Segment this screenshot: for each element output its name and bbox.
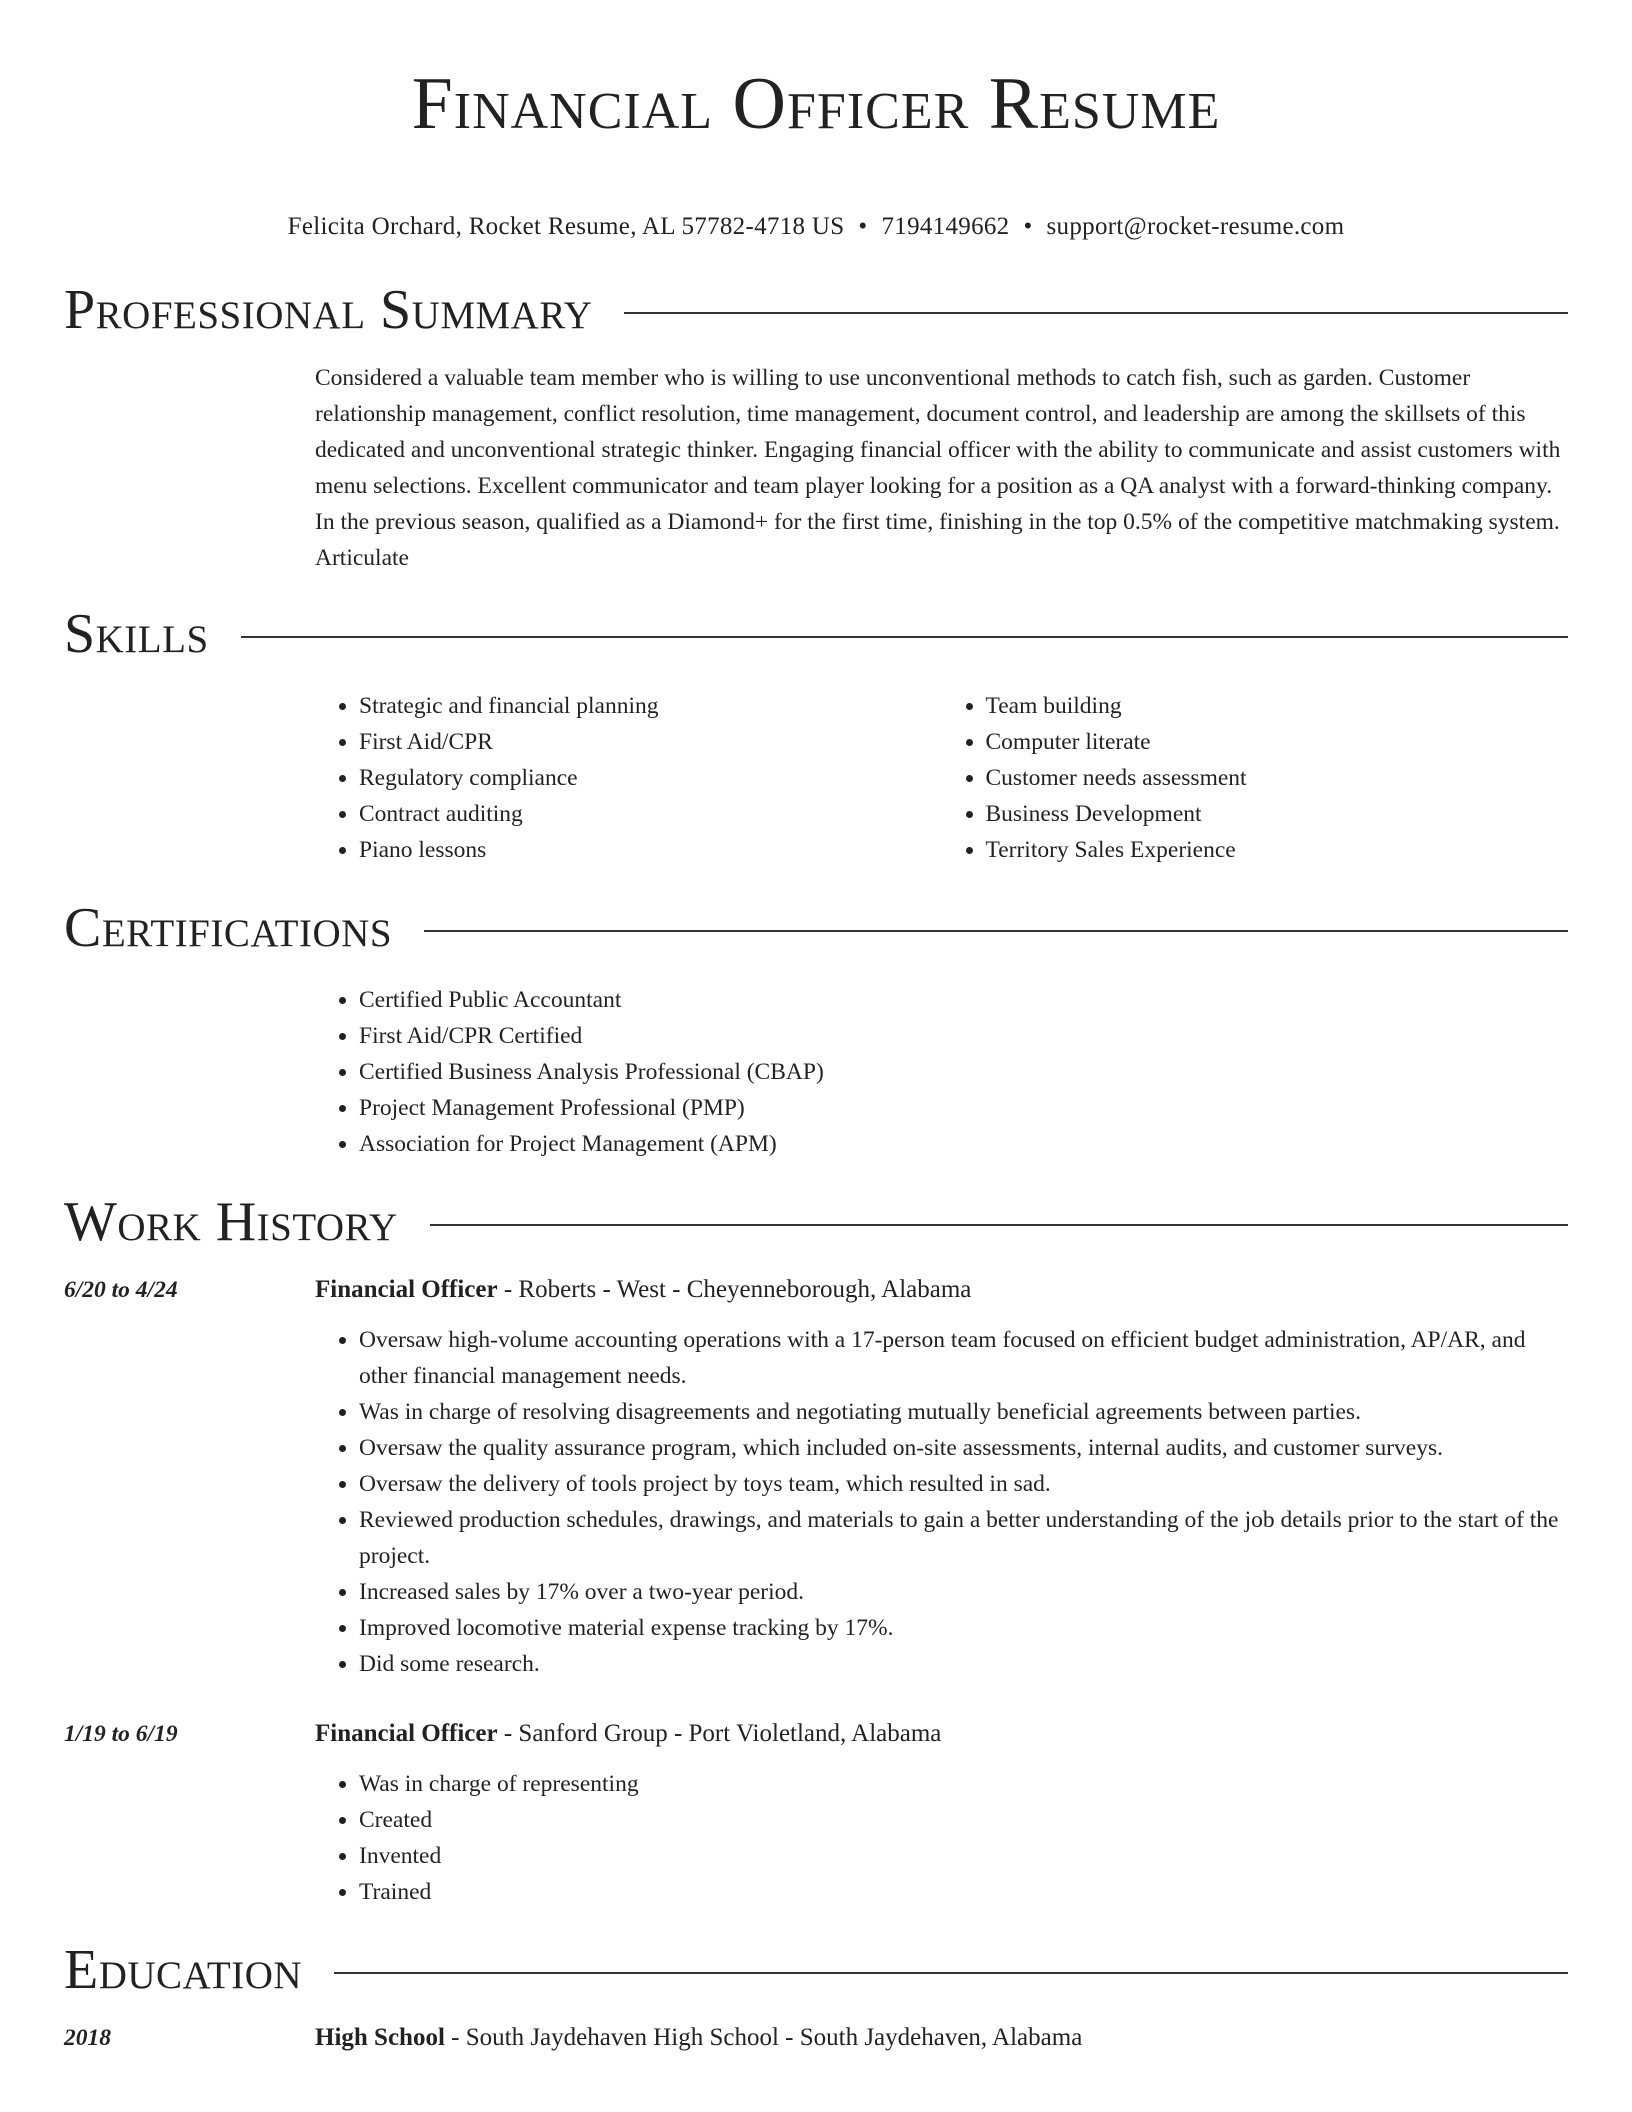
skill-item: • Customer needs assessment xyxy=(986,760,1569,796)
section-title-certifications: Certifications xyxy=(64,897,393,959)
certifications-section-header xyxy=(64,896,1568,960)
skill-item: • Piano lessons xyxy=(359,832,942,868)
summary-text: Considered a valuable team member who is willing to use unconventional methods to catch fish, such as garden. Customer relationship management, conflict resolution, time management, document control, and leadership are among the skillsets of this dedicated and unconventional strategic thinker. Engaging financial officer with the ability to communicate and assist customers with menu selections. Excellent communicator and team player looking for a position as a QA analyst with a forward-thinking company. In the previous season, qualified as a Diamond+ for the first time, finishing in the top 0.5% of the competitive matchmaking system. Articulate xyxy=(315,365,1561,571)
section-title-skills: Skills xyxy=(64,603,209,665)
job-bullets xyxy=(315,1766,1568,1910)
page-title: Financial Officer Resume xyxy=(411,63,1221,145)
education-body xyxy=(315,2020,1568,2056)
education-degree: High School xyxy=(315,2024,445,2051)
section-divider xyxy=(430,1224,1568,1226)
education-section-header xyxy=(64,1938,1568,2002)
summary-section-header xyxy=(64,278,1568,342)
certification-item: • Certified Public Accountant xyxy=(359,982,1568,1018)
skills-column-left xyxy=(315,688,942,868)
skill-item: • Business Development xyxy=(986,796,1569,832)
phone: 7194149662 xyxy=(881,213,1010,240)
job-bullet: • Improved locomotive material expense tracking by 17%. xyxy=(359,1610,1568,1646)
resume-page xyxy=(64,0,1568,2056)
job-bullet: • Trained xyxy=(359,1874,1568,1910)
skill-item: • Team building xyxy=(986,688,1569,724)
certification-item: • Certified Business Analysis Professional (CBAP) xyxy=(359,1054,1568,1090)
job-bullet: • Was in charge of resolving disagreements and negotiating mutually beneficial agreements between parties. xyxy=(359,1394,1568,1430)
job-bullet: • Created xyxy=(359,1802,1568,1838)
education-title-line xyxy=(315,2020,1568,2056)
certification-item: • Association for Project Management (APM) xyxy=(359,1126,1568,1162)
certification-item: • Project Management Professional (PMP) xyxy=(359,1090,1568,1126)
section-divider xyxy=(624,312,1568,314)
separator-dot: • xyxy=(1023,213,1033,240)
skill-item: • Strategic and financial planning xyxy=(359,688,942,724)
job-bullet: • Oversaw high-volume accounting operations with a 17-person team focused on efficient budget administration, AP/AR, and other financial management needs. xyxy=(359,1322,1568,1394)
section-title-work-history: Work History xyxy=(64,1191,398,1253)
job-date: 6/20 to 4/24 xyxy=(64,1277,178,1303)
education-entry xyxy=(64,2020,1568,2056)
contact-line xyxy=(64,212,1568,242)
section-title-summary: Professional Summary xyxy=(64,279,593,341)
job-bullets xyxy=(315,1322,1568,1682)
job-bullet: • Increased sales by 17% over a two-year period. xyxy=(359,1574,1568,1610)
job-title-line xyxy=(315,1272,1568,1308)
section-title-education: Education xyxy=(64,1939,303,2001)
education-school: - South Jaydehaven High School - South Jaydehaven, Alabama xyxy=(444,2024,1083,2051)
job-bullet: • Invented xyxy=(359,1838,1568,1874)
job-bullet: • Oversaw the quality assurance program, which included on-site assessments, internal audits, and customer surveys. xyxy=(359,1430,1568,1466)
skill-item: • Territory Sales Experience xyxy=(986,832,1569,868)
skills-section-header xyxy=(64,602,1568,666)
job-entry xyxy=(64,1716,1568,1910)
work-section-header xyxy=(64,1190,1568,1254)
separator-dot: • xyxy=(858,213,868,240)
section-divider xyxy=(424,930,1568,932)
skills-list xyxy=(315,688,1568,868)
job-company: - Sanford Group - Port Violetland, Alabama xyxy=(497,1720,942,1747)
education-date: 2018 xyxy=(64,2025,111,2051)
job-body xyxy=(315,1272,1568,1682)
job-bullet: • Did some research. xyxy=(359,1646,1568,1682)
certification-item: • First Aid/CPR Certified xyxy=(359,1018,1568,1054)
job-bullet: • Reviewed production schedules, drawings, and materials to gain a better understanding of the job details prior to the start of the project. xyxy=(359,1502,1568,1574)
job-company: - Roberts - West - Cheyenneborough, Alabama xyxy=(497,1276,972,1303)
job-title-line xyxy=(315,1716,1568,1752)
email: support@rocket-resume.com xyxy=(1046,213,1345,240)
skill-item: • Contract auditing xyxy=(359,796,942,832)
skill-item: • Regulatory compliance xyxy=(359,760,942,796)
address: Felicita Orchard, Rocket Resume, AL 57782-4718 US xyxy=(287,213,845,240)
section-divider xyxy=(334,1972,1568,1974)
skill-item: • Computer literate xyxy=(986,724,1569,760)
job-body xyxy=(315,1716,1568,1910)
skill-item: • First Aid/CPR xyxy=(359,724,942,760)
certifications-list xyxy=(315,982,1568,1162)
section-divider xyxy=(241,636,1568,638)
job-date: 1/19 to 6/19 xyxy=(64,1721,178,1747)
job-title: Financial Officer xyxy=(315,1720,498,1747)
job-bullet: • Was in charge of representing xyxy=(359,1766,1568,1802)
job-entry xyxy=(64,1272,1568,1682)
job-title: Financial Officer xyxy=(315,1276,498,1303)
skills-column-right xyxy=(942,688,1569,868)
summary-body xyxy=(315,360,1568,576)
job-bullet: • Oversaw the delivery of tools project by toys team, which resulted in sad. xyxy=(359,1466,1568,1502)
